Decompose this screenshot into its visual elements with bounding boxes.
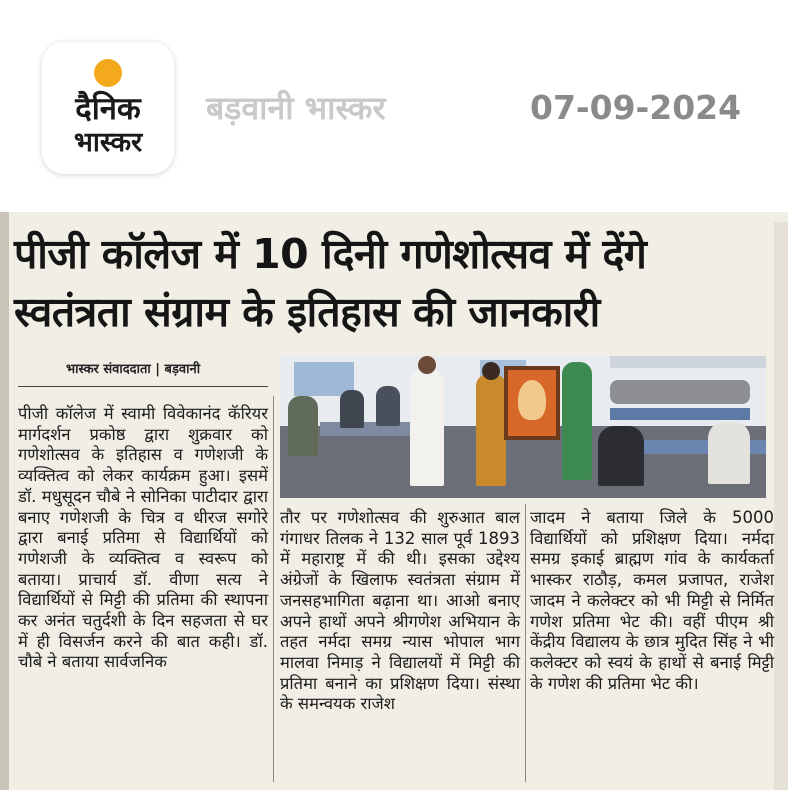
ganesha-painting-figure xyxy=(518,380,546,420)
photo-teacher xyxy=(476,374,506,486)
classroom-photo xyxy=(280,356,766,498)
photo-student-group xyxy=(610,380,750,404)
headline-line-1: पीजी कॉलेज में 10 दिनी गणेशोत्सव में देंगे xyxy=(14,230,647,278)
sun-icon xyxy=(94,59,122,87)
article-column-2: तौर पर गणेशोत्सव की शुरुआत बाल गंगाधर तिलक ने 132 साल पूर्व 1893 में महाराष्ट्र में की थी। इसका उद्देश्य अंग्रेजों के खिलाफ स्वतंत्रता संग्राम में जनसहभागिता बढ़ाना था। आओ बनाए अपने हाथों अपने श्रीगणेश अभियान के तहत नर्मदा समग्र न्यास भोपाल भाग मालवा निमाड़ ने विद्यालयों में मिट्टी की प्रतिमा बनाने का प्रशिक्षण दिया। संस्था के समन्वयक राजेश xyxy=(280,508,520,714)
photo-teacher-head xyxy=(482,362,500,380)
byline: भास्कर संवाददाता | बड़वानी xyxy=(66,362,201,377)
dainik-bhaskar-logo[interactable] xyxy=(42,42,174,174)
edition-title: बड़वानी भास्कर xyxy=(206,89,386,127)
photo-student xyxy=(340,390,364,428)
photo-student xyxy=(562,362,592,480)
photo-ceiling-fixture xyxy=(610,356,766,368)
article-column-1: पीजी कॉलेज में स्वामी विवेकानंद कॅरियर मार्गदर्शन प्रकोष्ठ द्वारा शुक्रवार को गणेशोत्सव के इतिहास व गणेशजी के व्यक्तित्व को लेकर कार्यक्रम हुआ। इसमें डॉ. मधुसूदन चौबे ने सोनिका पाटीदार द्वारा बनाए गणेशजी के चित्र व धीरज सगोरे द्वारा बनाई प्रतिमा से विद्यार्थियों को गणेशजी के व्यक्तित्व व स्वरूप को बताया। प्राचार्य डॉ. वीणा सत्य ने विद्यार्थियों से मिट्टी की प्रतिमा की स्थापना कर अनंत चतुर्दशी के दिन सहजता से घर में ही विसर्जन करने की बात कही। डॉ. चौबे ने बताया सार्वजनिक xyxy=(18,404,268,672)
photo-presenter-head xyxy=(418,356,436,374)
clipping-edge xyxy=(0,212,9,790)
logo-text-line2: भास्कर xyxy=(73,127,143,158)
photo-student xyxy=(288,396,318,456)
column-divider xyxy=(525,504,526,782)
logo-text-line1: दैनिक xyxy=(75,91,141,127)
photo-student xyxy=(598,426,644,486)
adjacent-column-edge xyxy=(774,222,788,790)
edition-date: 07-09-2024 xyxy=(530,88,742,127)
photo-student xyxy=(376,386,400,426)
headline-line-2: स्वतंत्रता संग्राम के इतिहास की जानकारी xyxy=(14,288,600,336)
column-divider xyxy=(273,396,274,782)
photo-desk xyxy=(610,408,750,420)
byline-divider xyxy=(18,386,268,387)
photo-student xyxy=(708,422,750,484)
photo-presenter xyxy=(410,368,444,486)
article-column-3: जादम ने बताया जिले के 5000 विद्यार्थियों को प्रशिक्षण दिया। नर्मदा समग्र इकाई ब्राह्मण गांव के कार्यकर्ता भास्कर राठौड़, कमल प्रजापत, राजेश जादम ने कलेक्टर को भी मिट्टी से निर्मित गणेश प्रतिमा भेट की। वहीं पीएम श्री केंद्रीय विद्यालय के छात्र मुदित सिंह ने भी कलेक्टर को स्वयं के हाथों से बनाई मिट्टी के गणेश की प्रतिमा भेट की। xyxy=(530,508,774,693)
